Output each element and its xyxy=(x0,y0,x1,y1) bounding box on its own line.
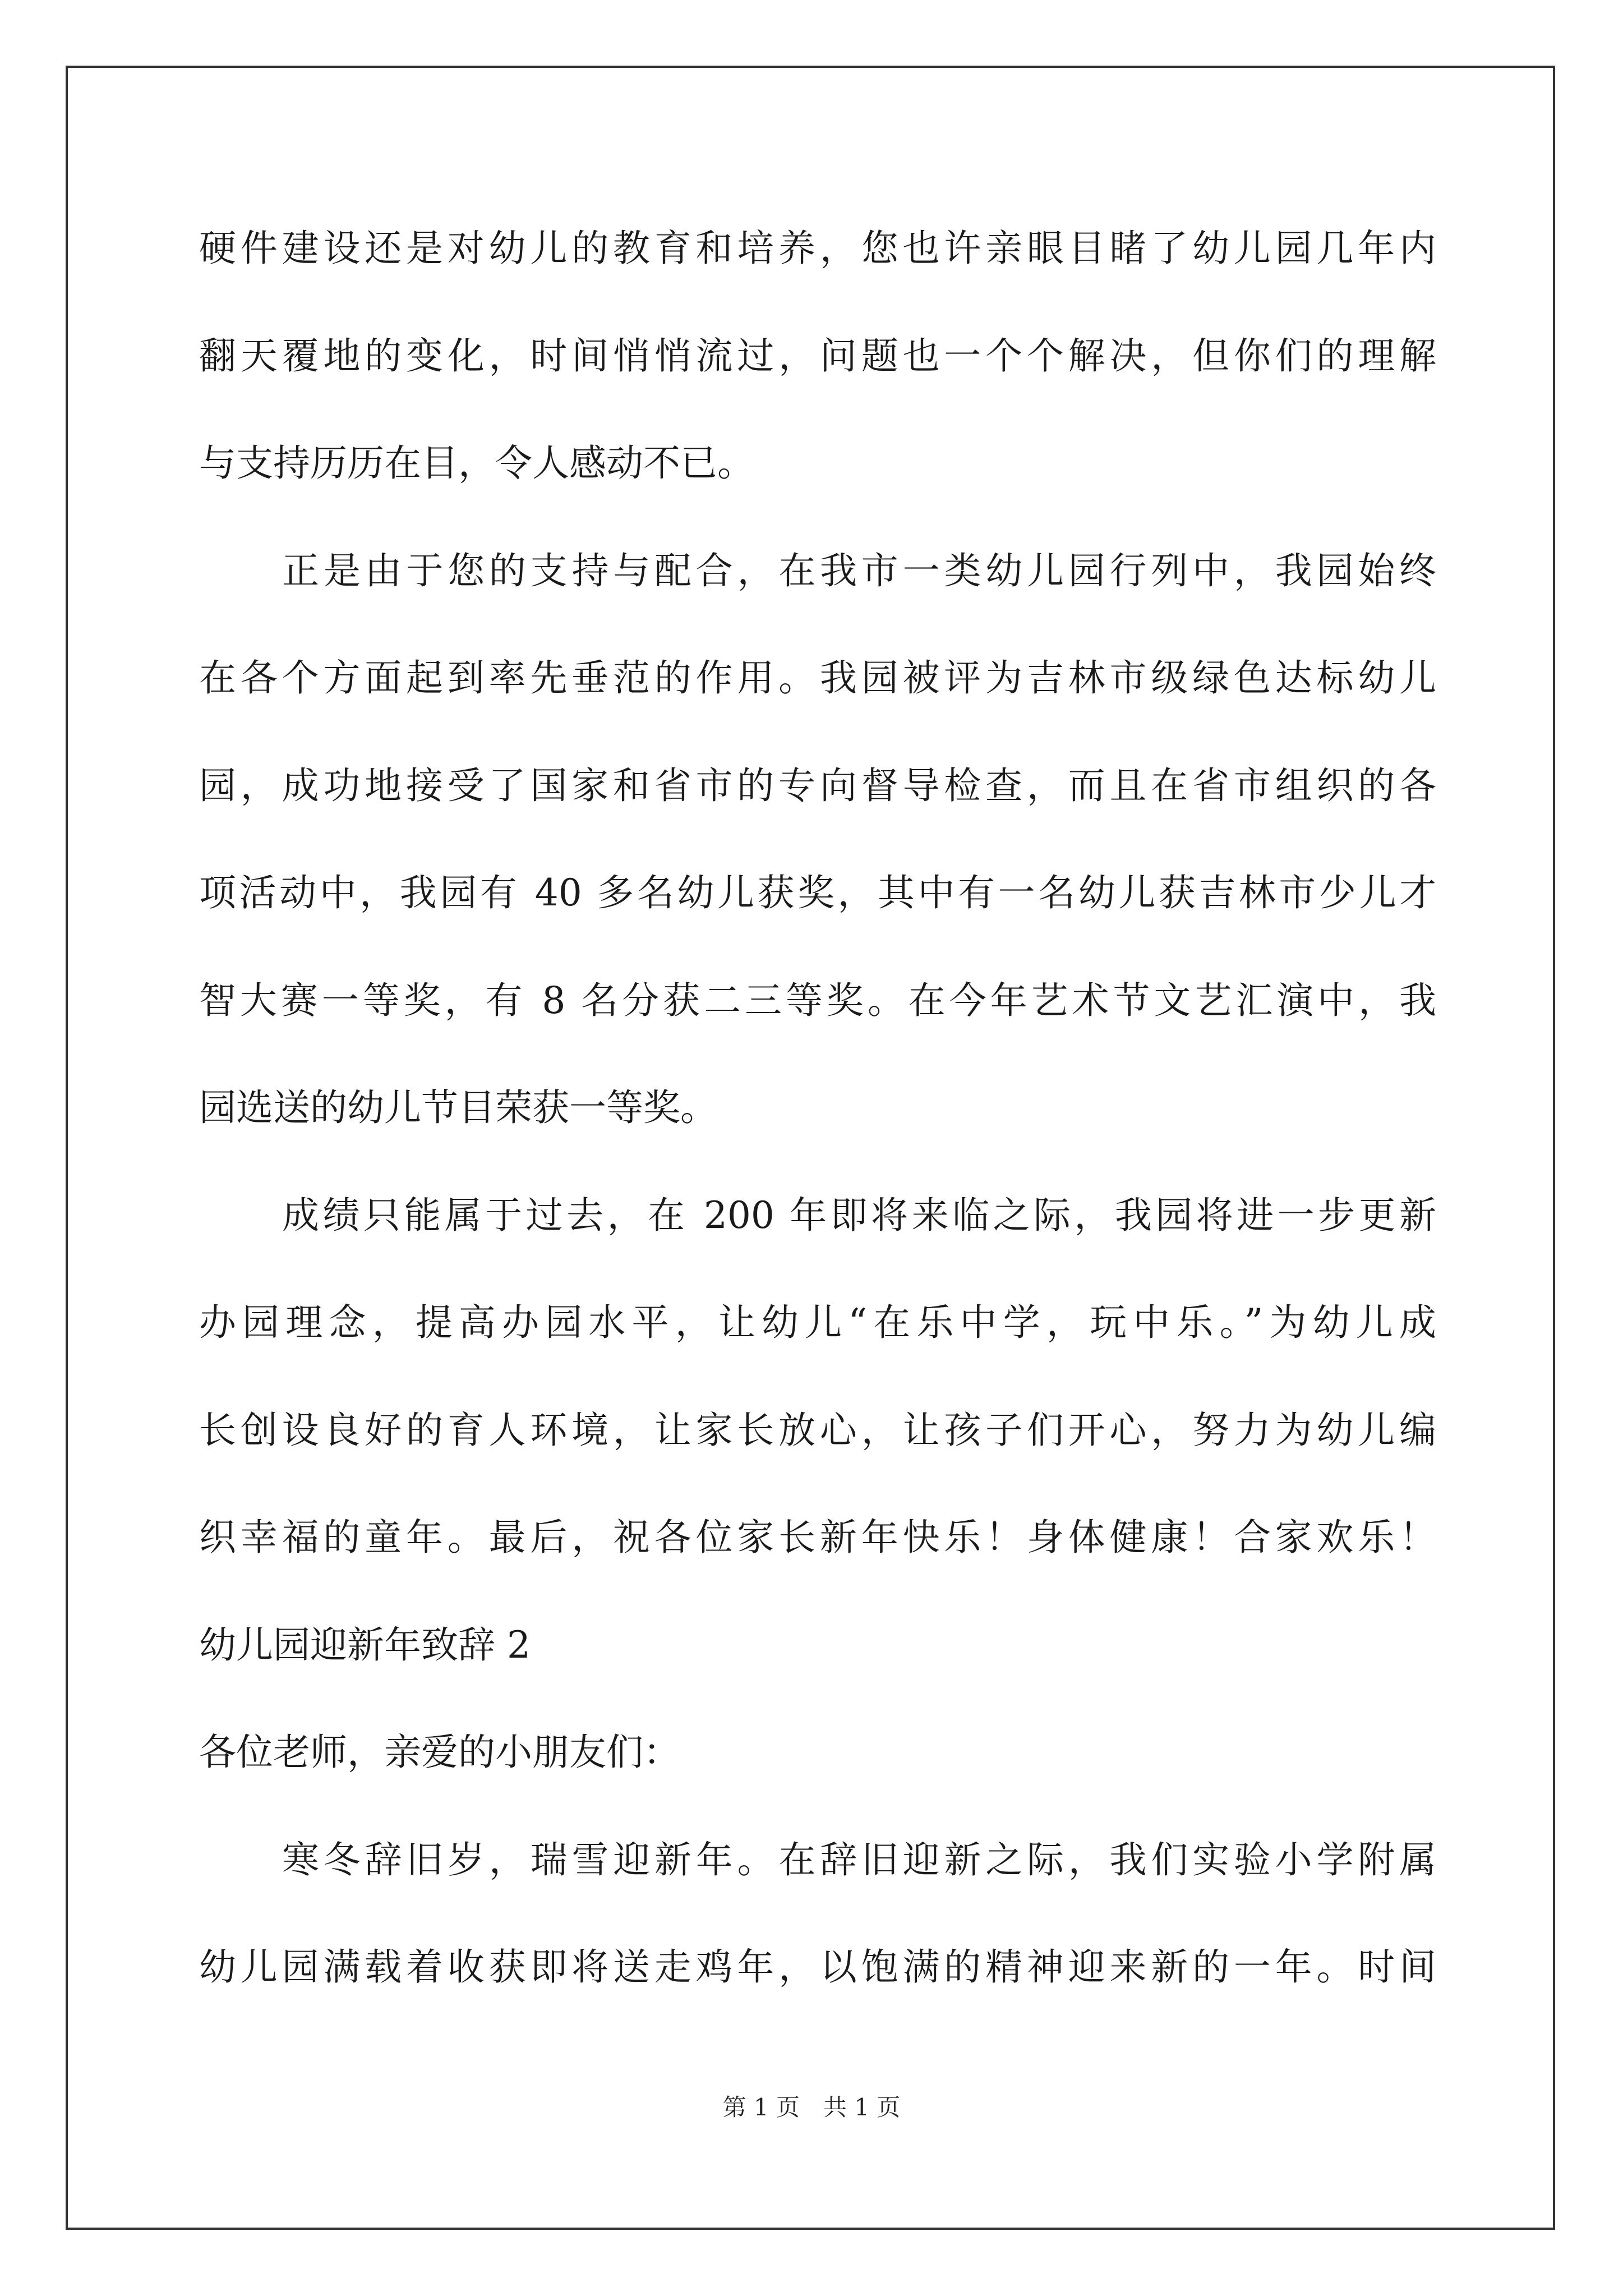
document-body xyxy=(199,212,1436,2039)
text-line: 硬件建设还是对幼儿的教育和培养，您也许亲眼目睹了幼儿园几年内 xyxy=(199,227,1436,270)
text-line: 办园理念，提高办园水平，让幼儿“在乐中学，玩中乐。”为幼儿成 xyxy=(199,1301,1436,1344)
text-line: 智大赛一等奖，有 8 名分获二三等奖。在今年艺术节文艺汇演中，我 xyxy=(199,978,1436,1022)
text-line: 园选送的幼儿节目荣获一等奖。 xyxy=(199,1086,717,1129)
text-line: 园，成功地接受了国家和省市的专向督导检查，而且在省市组织的各 xyxy=(199,763,1436,807)
paragraph-start-line: 成绩只能属于过去，在 200 年即将来临之际，我园将进一步更新 xyxy=(282,1193,1436,1237)
text-line: 翻天覆地的变化，时间悄悄流过，问题也一个个解决，但你们的理解 xyxy=(199,334,1436,378)
paragraph-start-line: 正是由于您的支持与配合，在我市一类幼儿园行列中，我园始终 xyxy=(282,549,1436,592)
text-line: 与支持历历在目，令人感动不已。 xyxy=(199,441,754,485)
text-line: 长创设良好的育人环境，让家长放心，让孩子们开心，努力为幼儿编 xyxy=(199,1408,1436,1452)
text-line: 幼儿园满载着收获即将送走鸡年，以饱满的精神迎来新的一年。时间 xyxy=(199,1945,1436,1989)
section-heading: 幼儿园迎新年致辞 2 xyxy=(199,1623,531,1667)
paragraph-start-line: 寒冬辞旧岁，瑞雪迎新年。在辞旧迎新之际，我们实验小学附属 xyxy=(282,1838,1436,1881)
text-line: 在各个方面起到率先垂范的作用。我园被评为吉林市级绿色达标幼儿 xyxy=(199,656,1436,700)
page-footer: 第 1 页 共 1 页 xyxy=(722,2093,901,2121)
text-line: 织幸福的童年。最后，祝各位家长新年快乐！身体健康！合家欢乐！ xyxy=(199,1516,1436,1559)
salutation-line: 各位老师，亲爱的小朋友们： xyxy=(199,1731,680,1774)
text-line: 项活动中，我园有 40 多名幼儿获奖，其中有一名幼儿获吉林市少儿才 xyxy=(199,871,1436,914)
